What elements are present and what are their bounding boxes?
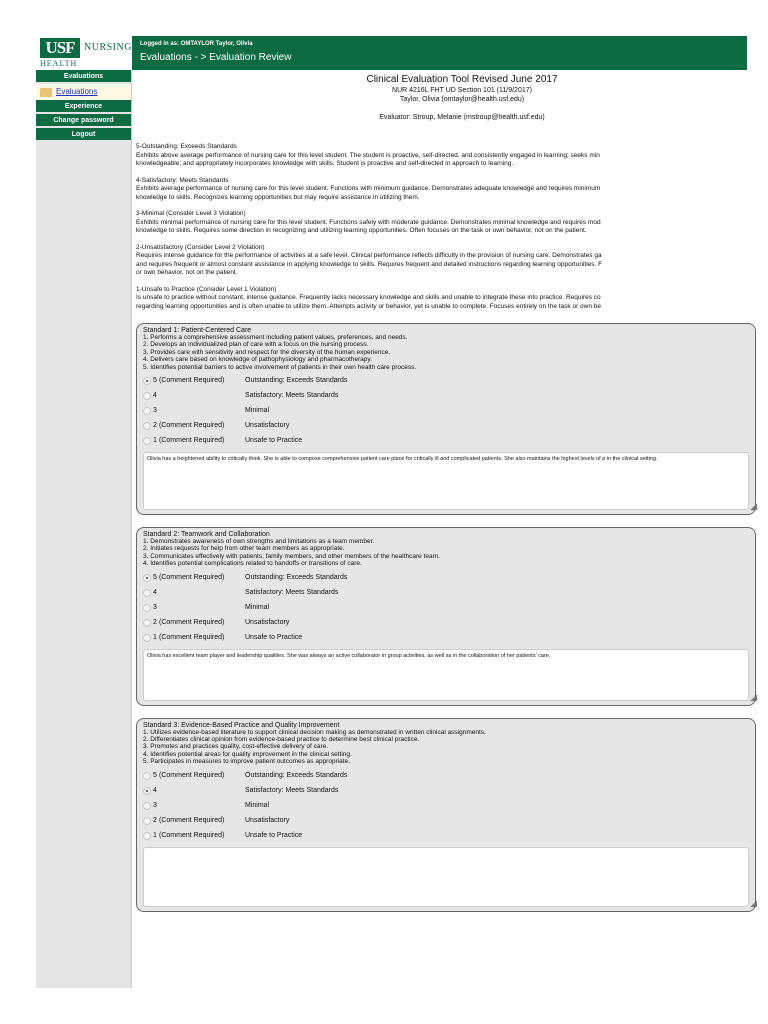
rating-option[interactable] — [143, 420, 749, 435]
header — [36, 36, 747, 70]
criterion: 4. Delivers care based on knowledge of pathophysiology and pharmacotherapy. — [143, 356, 372, 364]
comment-box[interactable]: Olivia has excellent team player and leadership qualities. She was always an active collaborator in group activities, as well as in the collaboration of her patients' care. — [143, 649, 749, 701]
scale-heading: 5-Outstanding: Exceeds Standards — [136, 143, 237, 150]
rating-option[interactable] — [143, 587, 749, 602]
rating-number: 2 — [153, 816, 157, 824]
scale-text: or own behavior, not on the patient. — [136, 269, 238, 276]
rating-description: Minimal — [245, 407, 270, 415]
rating-option[interactable] — [143, 770, 749, 785]
rating-number: 4 — [153, 786, 157, 794]
comment-required-note: (Comment Required) — [159, 633, 225, 641]
comment-required-note: (Comment Required) — [159, 573, 225, 581]
rating-description: Unsafe to Practice — [245, 831, 303, 839]
rating-description: Minimal — [245, 603, 270, 611]
rating-option[interactable] — [143, 375, 749, 390]
rating-number: 2 — [153, 618, 157, 626]
rating-number: 3 — [153, 407, 157, 415]
rating-option[interactable] — [143, 785, 749, 800]
rating-description: Minimal — [245, 801, 270, 809]
rating-radio[interactable] — [143, 817, 151, 825]
course-section: NUR 4216L FHT UD Section 101 (11/9/2017) — [392, 87, 532, 94]
standards-list — [136, 323, 757, 912]
comment-required-note: (Comment Required) — [159, 377, 225, 385]
rating-number: 4 — [153, 392, 157, 400]
comment-required-note: (Comment Required) — [159, 437, 225, 445]
criterion: 2. Develops an individualized plan of care with a focus on the nursing process. — [143, 341, 369, 349]
scale-level — [136, 286, 736, 312]
scale-text: knowledge to skills. Requires some direction in recognizing and utilizing learning opportunities. Often focuses on the task or own behavior, not on the patient. — [136, 227, 587, 234]
criterion: 2. Initiates requests for help from other team members as appropriate. — [143, 545, 345, 553]
standard-panel — [136, 718, 756, 912]
rating-options — [143, 375, 749, 450]
standard-criteria — [143, 538, 749, 568]
rating-radio[interactable] — [143, 787, 151, 795]
standard-criteria — [143, 729, 749, 766]
rating-radio[interactable] — [143, 802, 151, 810]
rating-radio[interactable] — [143, 772, 151, 780]
rating-radio[interactable] — [143, 589, 151, 597]
evaluations-link[interactable]: Evaluations — [56, 87, 98, 96]
rating-description: Outstanding: Exceeds Standards — [245, 573, 348, 581]
criterion: 5. Participates in measures to improve patient outcomes as appropriate. — [143, 758, 351, 766]
criterion: 2. Differentiates clinical opinion from evidence-based practice to determine best clinical practice. — [143, 736, 420, 744]
scale-text: Exhibits minimal performance of nursing care for this level student. Functions safely with moderate guidance. Demonstrates minimal knowledge and requires mod — [136, 218, 601, 226]
rating-option[interactable] — [143, 435, 749, 450]
rating-description: Outstanding: Exceeds Standards — [245, 377, 348, 385]
rating-number: 3 — [153, 603, 157, 611]
rating-description: Unsafe to Practice — [245, 633, 303, 641]
rating-option[interactable] — [143, 390, 749, 405]
criterion: 4. Identifies potential complications related to handoffs or transitions of care. — [143, 560, 362, 568]
rating-option[interactable] — [143, 632, 749, 647]
rating-number: 1 — [153, 437, 157, 445]
rating-description: Satisfactory: Meets Standards — [245, 786, 339, 794]
logo-health-text: HEALTH — [40, 59, 78, 68]
rating-option[interactable] — [143, 617, 749, 632]
sidebar-item-change-password[interactable]: Change password — [36, 114, 131, 128]
rating-option[interactable] — [143, 405, 749, 420]
scale-heading: 2-Unsatisfactory (Consider Level 2 Violation) — [136, 243, 265, 251]
rating-description: Unsatisfactory — [245, 422, 290, 430]
sidebar-subitem-evaluations[interactable] — [36, 84, 131, 100]
scale-text: knowledgeable; and appropriately incorporates knowledge with skills. Student is proactive and self-directed in approach to learning. — [136, 160, 514, 167]
standard-panel — [136, 527, 756, 706]
folder-icon — [40, 88, 52, 97]
breadcrumb: Evaluations - > Evaluation Review — [140, 52, 292, 63]
standard-title: Standard 1: Patient-Centered Care — [143, 327, 252, 334]
rating-description: Unsafe to Practice — [245, 437, 303, 445]
resize-grip-icon[interactable]: ◢ — [750, 501, 757, 512]
rating-number: 3 — [153, 801, 157, 809]
rating-scale — [136, 143, 736, 311]
comment-required-note: (Comment Required) — [159, 422, 225, 430]
comment-box[interactable]: Olivia has a heightened ability to critically think. She is able to compose comprehensive patient care plans for critically ill and complicated patients. She also maintains the highest levels of p in the clinical setting. — [143, 452, 749, 510]
rating-radio[interactable] — [143, 422, 151, 430]
logged-in-text: Logged in as: OMTAYLOR Taylor, Olivia — [140, 41, 253, 47]
criterion: 5. Identifies potential barriers to active involvement of patients in their own health care process. — [143, 363, 417, 371]
criterion: 3. Provides care with sensitivity and respect for the diversity of the human experience. — [143, 348, 391, 356]
rating-radio[interactable] — [143, 619, 151, 627]
sidebar-item-logout[interactable]: Logout — [36, 128, 131, 142]
scale-heading: 3-Minimal (Consider Level 3 Violation) — [136, 210, 246, 217]
rating-number: 5 — [153, 377, 157, 385]
scale-text: Is unsafe to practice without constant, intense guidance. Frequently lacks necessary knowledge and skills and unable to integrate these into practice. Requires co — [136, 294, 601, 301]
scale-text: Exhibits average performance of nursing care for this level student. Functions with minimum guidance. Demonstrates adequate knowledge and requires minimum — [136, 185, 601, 192]
rating-option[interactable] — [143, 815, 749, 830]
rating-description: Unsatisfactory — [245, 816, 290, 824]
scale-level — [136, 143, 736, 169]
resize-grip-icon[interactable]: ◢ — [750, 691, 757, 702]
student-name: Taylor, Olivia (omtaylor@health.usf.edu) — [399, 96, 525, 103]
rating-number: 5 — [153, 771, 157, 779]
scale-text: knowledge to skills. Recognizes learning opportunities but may require assistance in utilizing them. — [136, 193, 420, 201]
rating-number: 5 — [153, 573, 157, 581]
rating-description: Unsatisfactory — [245, 618, 290, 626]
standard-title: Standard 3: Evidence-Based Practice and Quality Improvement — [143, 721, 340, 729]
rating-radio[interactable] — [143, 574, 151, 582]
comment-box[interactable] — [143, 847, 749, 907]
rating-number: 1 — [153, 831, 157, 839]
rating-radio[interactable] — [143, 832, 151, 840]
scale-text: regarding learning opportunities and is often unable to utilize them. Attempts activity or behavior, yet is unable to complete. Focuses entirely on the task or own be — [136, 302, 602, 310]
rating-description: Satisfactory: Meets Standards — [245, 392, 339, 400]
criterion: 3. Promotes and practices quality, cost-effective delivery of care. — [143, 743, 329, 751]
standard-title: Standard 2: Teamwork and Collaboration — [143, 531, 270, 539]
rating-number: 2 — [153, 422, 157, 430]
criterion: 1. Demonstrates awareness of own strengths and limitations as a team member. — [143, 538, 375, 546]
rating-radio[interactable] — [143, 392, 151, 400]
rating-options — [143, 770, 749, 845]
sidebar-item-evaluations[interactable]: Evaluations — [36, 70, 131, 84]
rating-option[interactable] — [143, 830, 749, 845]
sidebar-item-experience[interactable]: Experience — [36, 100, 131, 114]
usf-logo-mark: USF — [40, 38, 80, 58]
header-banner — [132, 36, 747, 70]
scale-heading: 1-Unsafe to Practice (Consider Level 1 Violation) — [136, 285, 277, 293]
rating-description: Outstanding: Exceeds Standards — [245, 771, 348, 779]
scale-text: Requires intense guidance for the performance of activities at a safe level. Clinical performance reflects difficulty in the provision of nursing care. Demonstrates ga — [136, 252, 602, 259]
comment-required-note: (Comment Required) — [159, 618, 225, 626]
criterion: 1. Performs a comprehensive assessment including patient values, preferences, and needs. — [143, 334, 408, 341]
resize-grip-icon[interactable]: ◢ — [750, 897, 757, 908]
standard-criteria — [143, 334, 749, 371]
evaluator-name: Evaluator: Stroup, Melanie (mstroup@health.usf.edu) — [379, 114, 545, 121]
rating-radio[interactable] — [143, 634, 151, 642]
criterion: 3. Communicates effectively with patients, family members, and other members of the healthcare team. — [143, 552, 440, 560]
criterion: 1. Utilizes evidence-based literature to support clinical decision making as demonstrated in written clinical assignments. — [143, 728, 486, 736]
comment-required-note: (Comment Required) — [159, 771, 225, 779]
scale-text: and requires frequent or almost constant assistance in applying knowledge to skills. Requires frequent and detailed instructions regarding learning opportunities. F — [136, 260, 603, 268]
scale-level — [136, 210, 736, 236]
main-content — [136, 70, 757, 1020]
comment-required-note: (Comment Required) — [159, 816, 225, 824]
rating-radio[interactable] — [143, 437, 151, 445]
rating-option[interactable] — [143, 602, 749, 617]
scale-heading: 4-Satisfactory: Meets Standards — [136, 176, 229, 184]
comment-required-note: (Comment Required) — [159, 831, 225, 839]
rating-number: 1 — [153, 633, 157, 641]
evaluation-title-block — [162, 74, 762, 121]
evaluation-title: Clinical Evaluation Tool Revised June 2017 — [366, 74, 558, 85]
rating-option[interactable] — [143, 572, 749, 587]
rating-option[interactable] — [143, 800, 749, 815]
rating-radio[interactable] — [143, 377, 151, 385]
usf-nursing-logo — [36, 36, 132, 70]
rating-number: 4 — [153, 588, 157, 596]
logo-nursing-text: NURSING — [84, 42, 132, 53]
standard-panel — [136, 323, 756, 515]
scale-level — [136, 244, 736, 278]
rating-radio[interactable] — [143, 604, 151, 612]
rating-options — [143, 572, 749, 647]
scale-text: Exhibits above average performance of nursing care for this level student. The student is proactive, self-directed, and consistently engaged in learning; seeks min — [136, 151, 600, 159]
scale-level — [136, 177, 736, 203]
rating-radio[interactable] — [143, 407, 151, 415]
rating-description: Satisfactory: Meets Standards — [245, 588, 339, 596]
criterion: 4. Identifies potential areas for quality improvement in the clinical setting. — [143, 750, 352, 758]
sidebar — [36, 70, 132, 988]
